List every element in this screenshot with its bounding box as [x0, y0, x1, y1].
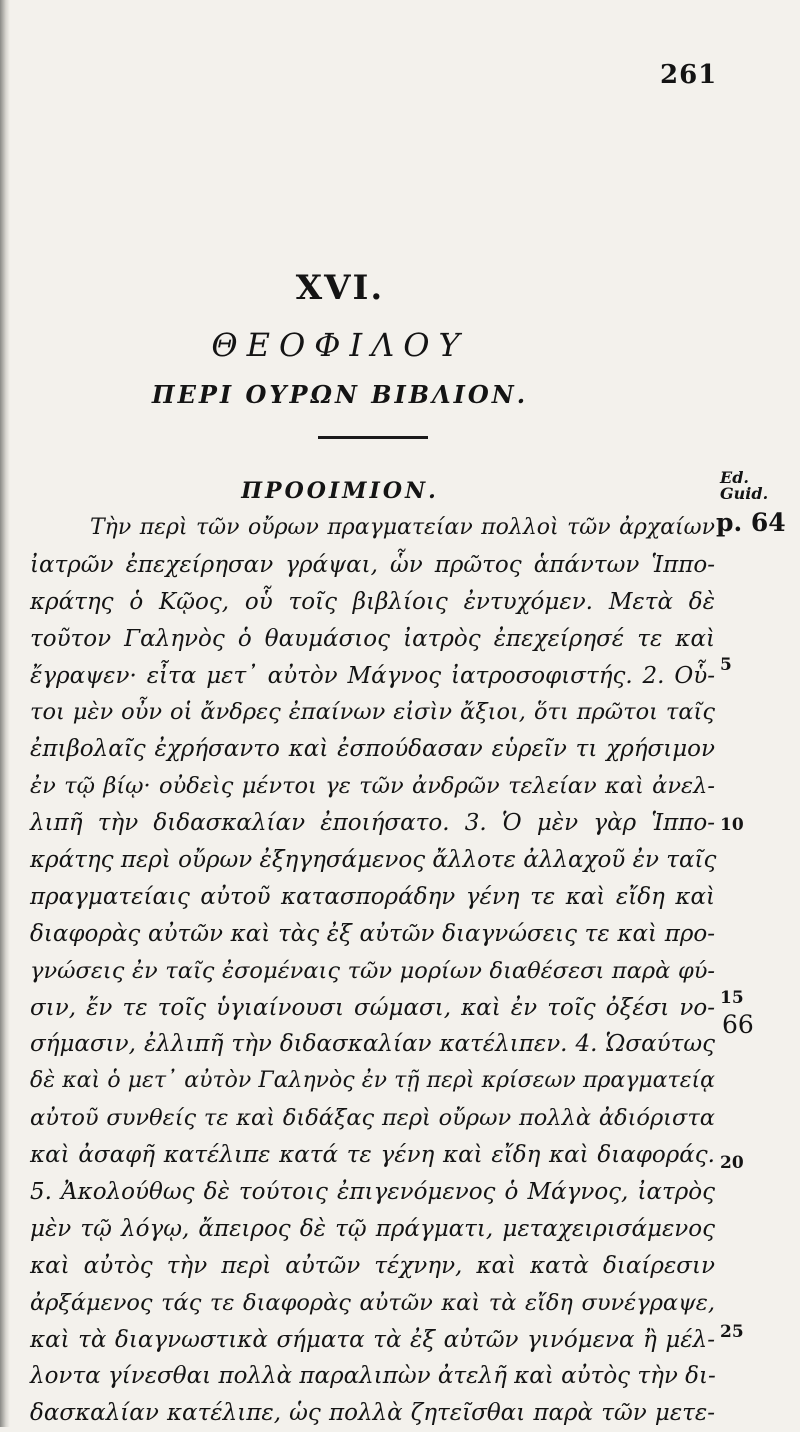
title-rule — [318, 436, 428, 439]
text-line: λιπῆ τὴν διδασκαλίαν ἐποιήσατο. 3. Ὁ μὲν γὰρ Ἱππο- — [30, 810, 715, 837]
text-line: διαφορὰς αὐτῶν καὶ τὰς ἐξ αὐτῶν διαγνώσεις τε καὶ προ- — [30, 920, 715, 947]
text-line: μὲν τῷ λόγῳ, ἄπειρος δὲ τῷ πράγματι, μεταχειρισάμενος — [30, 1215, 715, 1242]
text-line: καὶ αὐτὸς τὴν περὶ αὐτῶν τέχνην, καὶ κατὰ διαίρεσιν — [30, 1252, 715, 1279]
line-number-10: 10 — [720, 815, 744, 835]
text-line: ἔγραψεν· εἶτα μετ᾽ αὐτὸν Μάγνος ἰατροσοφιστής. 2. Οὗ- — [30, 662, 715, 689]
edition-page-ref: p. 64 — [716, 508, 786, 537]
text-line: δασκαλίαν κατέλιπε, ὡς πολλὰ ζητεῖσθαι παρὰ τῶν μετε- — [30, 1400, 715, 1427]
text-line: κράτης ὁ Κῷος, οὗ τοῖς βιβλίοις ἐντυχόμεν. Μετὰ δὲ — [30, 588, 715, 615]
author-heading: ΘΕΟΦΙΛΟΥ — [211, 326, 469, 364]
text-line: πραγματείαις αὐτοῦ κατασποράδην γένη τε καὶ εἴδη καὶ — [30, 883, 715, 910]
text-line: κράτης περὶ οὔρων ἐξηγησάμενος ἄλλοτε ἀλλαχοῦ ἐν ταῖς — [30, 847, 717, 874]
work-title: ΠΕΡΙ ΟΥΡΩΝ ΒΙΒΛΙΟΝ. — [151, 380, 529, 409]
text-line: 5. Ἀκολούθως δὲ τούτοις ἐπιγενόμενος ὁ Μάγνος, ἰατρὸς — [30, 1179, 715, 1206]
text-line: Τὴν περὶ τῶν οὔρων πραγματείαν πολλοὶ τῶν ἀρχαίων — [90, 515, 715, 540]
line-number-5: 5 — [720, 655, 732, 675]
text-line: τοῦτον Γαληνὸς ὁ θαυμάσιος ἰατρὸς ἐπεχείρησέ τε καὶ — [30, 625, 715, 652]
page-number: 261 — [660, 60, 718, 90]
text-line: γνώσεις ἐν ταῖς ἐσομέναις τῶν μορίων διαθέσεσι παρὰ φύ- — [30, 957, 715, 984]
body-text — [30, 510, 715, 1432]
text-line: ἐν τῷ βίῳ· οὐδεὶς μέντοι γε τῶν ἀνδρῶν τελείαν καὶ ἀνελ- — [30, 773, 715, 800]
section-heading: ΠΡΟΟΙΜΙΟΝ. — [241, 478, 439, 504]
text-line: σήμασιν, ἐλλιπῆ τὴν διδασκαλίαν κατέλιπεν. 4. Ὡσαύτως — [30, 1031, 715, 1058]
line-number-20: 20 — [720, 1153, 744, 1173]
text-line: ἀρξάμενος τάς τε διαφορὰς αὐτῶν καὶ τὰ εἴδη συνέγραψε, — [30, 1289, 715, 1316]
edition-page-ref-66: 66 — [722, 1010, 754, 1039]
text-line: δὲ καὶ ὁ μετ᾽ αὐτὸν Γαληνὸς ἐν τῇ περὶ κρίσεων πραγματείᾳ — [30, 1068, 715, 1094]
text-line: ἐπιβολαῖς ἐχρήσαντο καὶ ἐσπούδασαν εὑρεῖν τι χρήσιμον — [30, 736, 715, 763]
text-line: ἰατρῶν ἐπεχείρησαν γράψαι, ὧν πρῶτος ἁπάντων Ἱππο- — [30, 551, 715, 578]
text-line: σιν, ἔν τε τοῖς ὑγιαίνουσι σώμασι, καὶ ἐν τοῖς ὀξέσι νο- — [30, 994, 715, 1021]
chapter-number: XVI. — [295, 268, 385, 308]
text-line: καὶ ἀσαφῆ κατέλιπε κατά τε γένη καὶ εἴδη καὶ διαφοράς. — [30, 1142, 715, 1169]
edition-marker-guid: Guid. — [720, 484, 769, 503]
line-number-15: 15 — [720, 988, 744, 1008]
text-line: λοντα γίνεσθαι πολλὰ παραλιπὼν ἀτελῆ καὶ αὐτὸς τὴν δι- — [30, 1363, 716, 1390]
text-line: τοι μὲν οὖν οἱ ἄνδρες ἐπαίνων εἰσὶν ἄξιοι, ὅτι πρῶτοι ταῖς — [30, 699, 715, 726]
text-line: αὐτοῦ συνθείς τε καὶ διδάξας περὶ οὔρων πολλὰ ἀδιόριστα — [30, 1105, 715, 1132]
edition-marker — [720, 470, 768, 502]
text-line: καὶ τὰ διαγνωστικὰ σήματα τὰ ἐξ αὐτῶν γινόμενα ἢ μέλ- — [30, 1326, 715, 1353]
page-edge-shadow — [0, 0, 10, 1427]
line-number-25: 25 — [720, 1322, 744, 1342]
edition-marker-ed: Ed. — [720, 468, 749, 487]
